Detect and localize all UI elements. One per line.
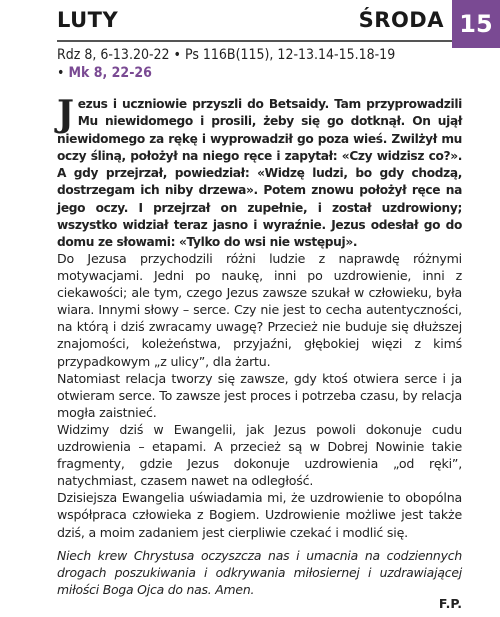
- day-number-badge: 15: [452, 0, 500, 48]
- reading-references: [57, 46, 457, 82]
- psalm-ref: Ps 116B(115), 12-13.14-15.18-19: [184, 47, 396, 63]
- gospel-passage: [57, 93, 462, 252]
- commentary-paragraph: Widzimy dziś w Ewangelii, jak Jezus powoli dokonuje cudu uzdrowienia – etapami. A przecież są w Dobrej Nowinie takie fragmenty, gdzie Jezus dokonuje uzdrowienia „od ręki”, natychmiast, czasem nawet na odległość.: [57, 421, 462, 489]
- month-title: LUTY: [57, 8, 119, 32]
- first-reading-ref: Rdz 8, 6-13.20-22: [57, 47, 170, 63]
- author-signature: F.P.: [438, 596, 462, 611]
- gospel-body: ezus i uczniowie przyszli do Betsaidy. Tam przyprowadzili Mu niewidomego i prosili, żeby się go dotknął. On ujął niewidomego za rękę i wyprowadził go poza wieś. Zwilżył mu oczy śliną, położył na niego ręce i zapytał: «Czy widzisz co?». A gdy przejrzał, powiedział: «Widzę ludzi, bo gdy chodzą, dostrzegam ich niby drzewa». Potem znowu położył ręce na jego oczy. I przejrzał on zupełnie, i został uzdrowiony; wszystko widział teraz jasno i wyraźnie. Jezus odesłał go do domu ze słowami: «Tylko do wsi nie wstępuj».: [57, 97, 462, 250]
- commentary-paragraph: Do Jezusa przychodzili różni ludzie z naprawdę różnymi motywacjami. Jedni po naukę, inni po uzdrowienie, inni z ciekawości; ale tym, czego Jezus zawsze szukał w człowieku, była wiara. Innymi słowy – serce. Czy nie jest to cecha autentyczności, na którą i dziś zwracamy uwagę? Przecież nie buduje się dłuższej znajomości, koleżeństwa, przyjaźni, głębokiej więzi z kimś przypadkowym „z ulicy”, dla żartu.: [57, 251, 462, 369]
- commentary-paragraph: Dzisiejsza Ewangelia uświadamia mi, że uzdrowienie to obopólna współpraca człowieka z Bogiem. Uzdrowienie możliwe jest także dziś, a moim zadaniem jest cierpliwie czekać i modlić się.: [57, 490, 462, 540]
- page-header: [0, 0, 500, 44]
- separator: •: [57, 65, 65, 81]
- header-divider: [57, 40, 452, 42]
- drop-cap: J: [57, 93, 74, 135]
- closing-prayer: Niech krew Chrystusa oczyszcza nas i umacnia na codziennych drogach poszukiwania i odkrywania miłosiernej i uzdrawiającej miłości Boga Ojca do nas. Amen.: [57, 548, 462, 597]
- commentary-paragraph: Natomiast relacja tworzy się zawsze, gdy ktoś otwiera serce i ja otwieram serce. To zawsze jest proces i potrzeba czasu, by relacja mogła zaistnieć.: [57, 370, 462, 420]
- gospel-ref: Mk 8, 22-26: [68, 65, 152, 81]
- weekday-title: ŚRODA: [358, 8, 444, 32]
- separator: •: [173, 47, 181, 63]
- commentary: [57, 250, 462, 541]
